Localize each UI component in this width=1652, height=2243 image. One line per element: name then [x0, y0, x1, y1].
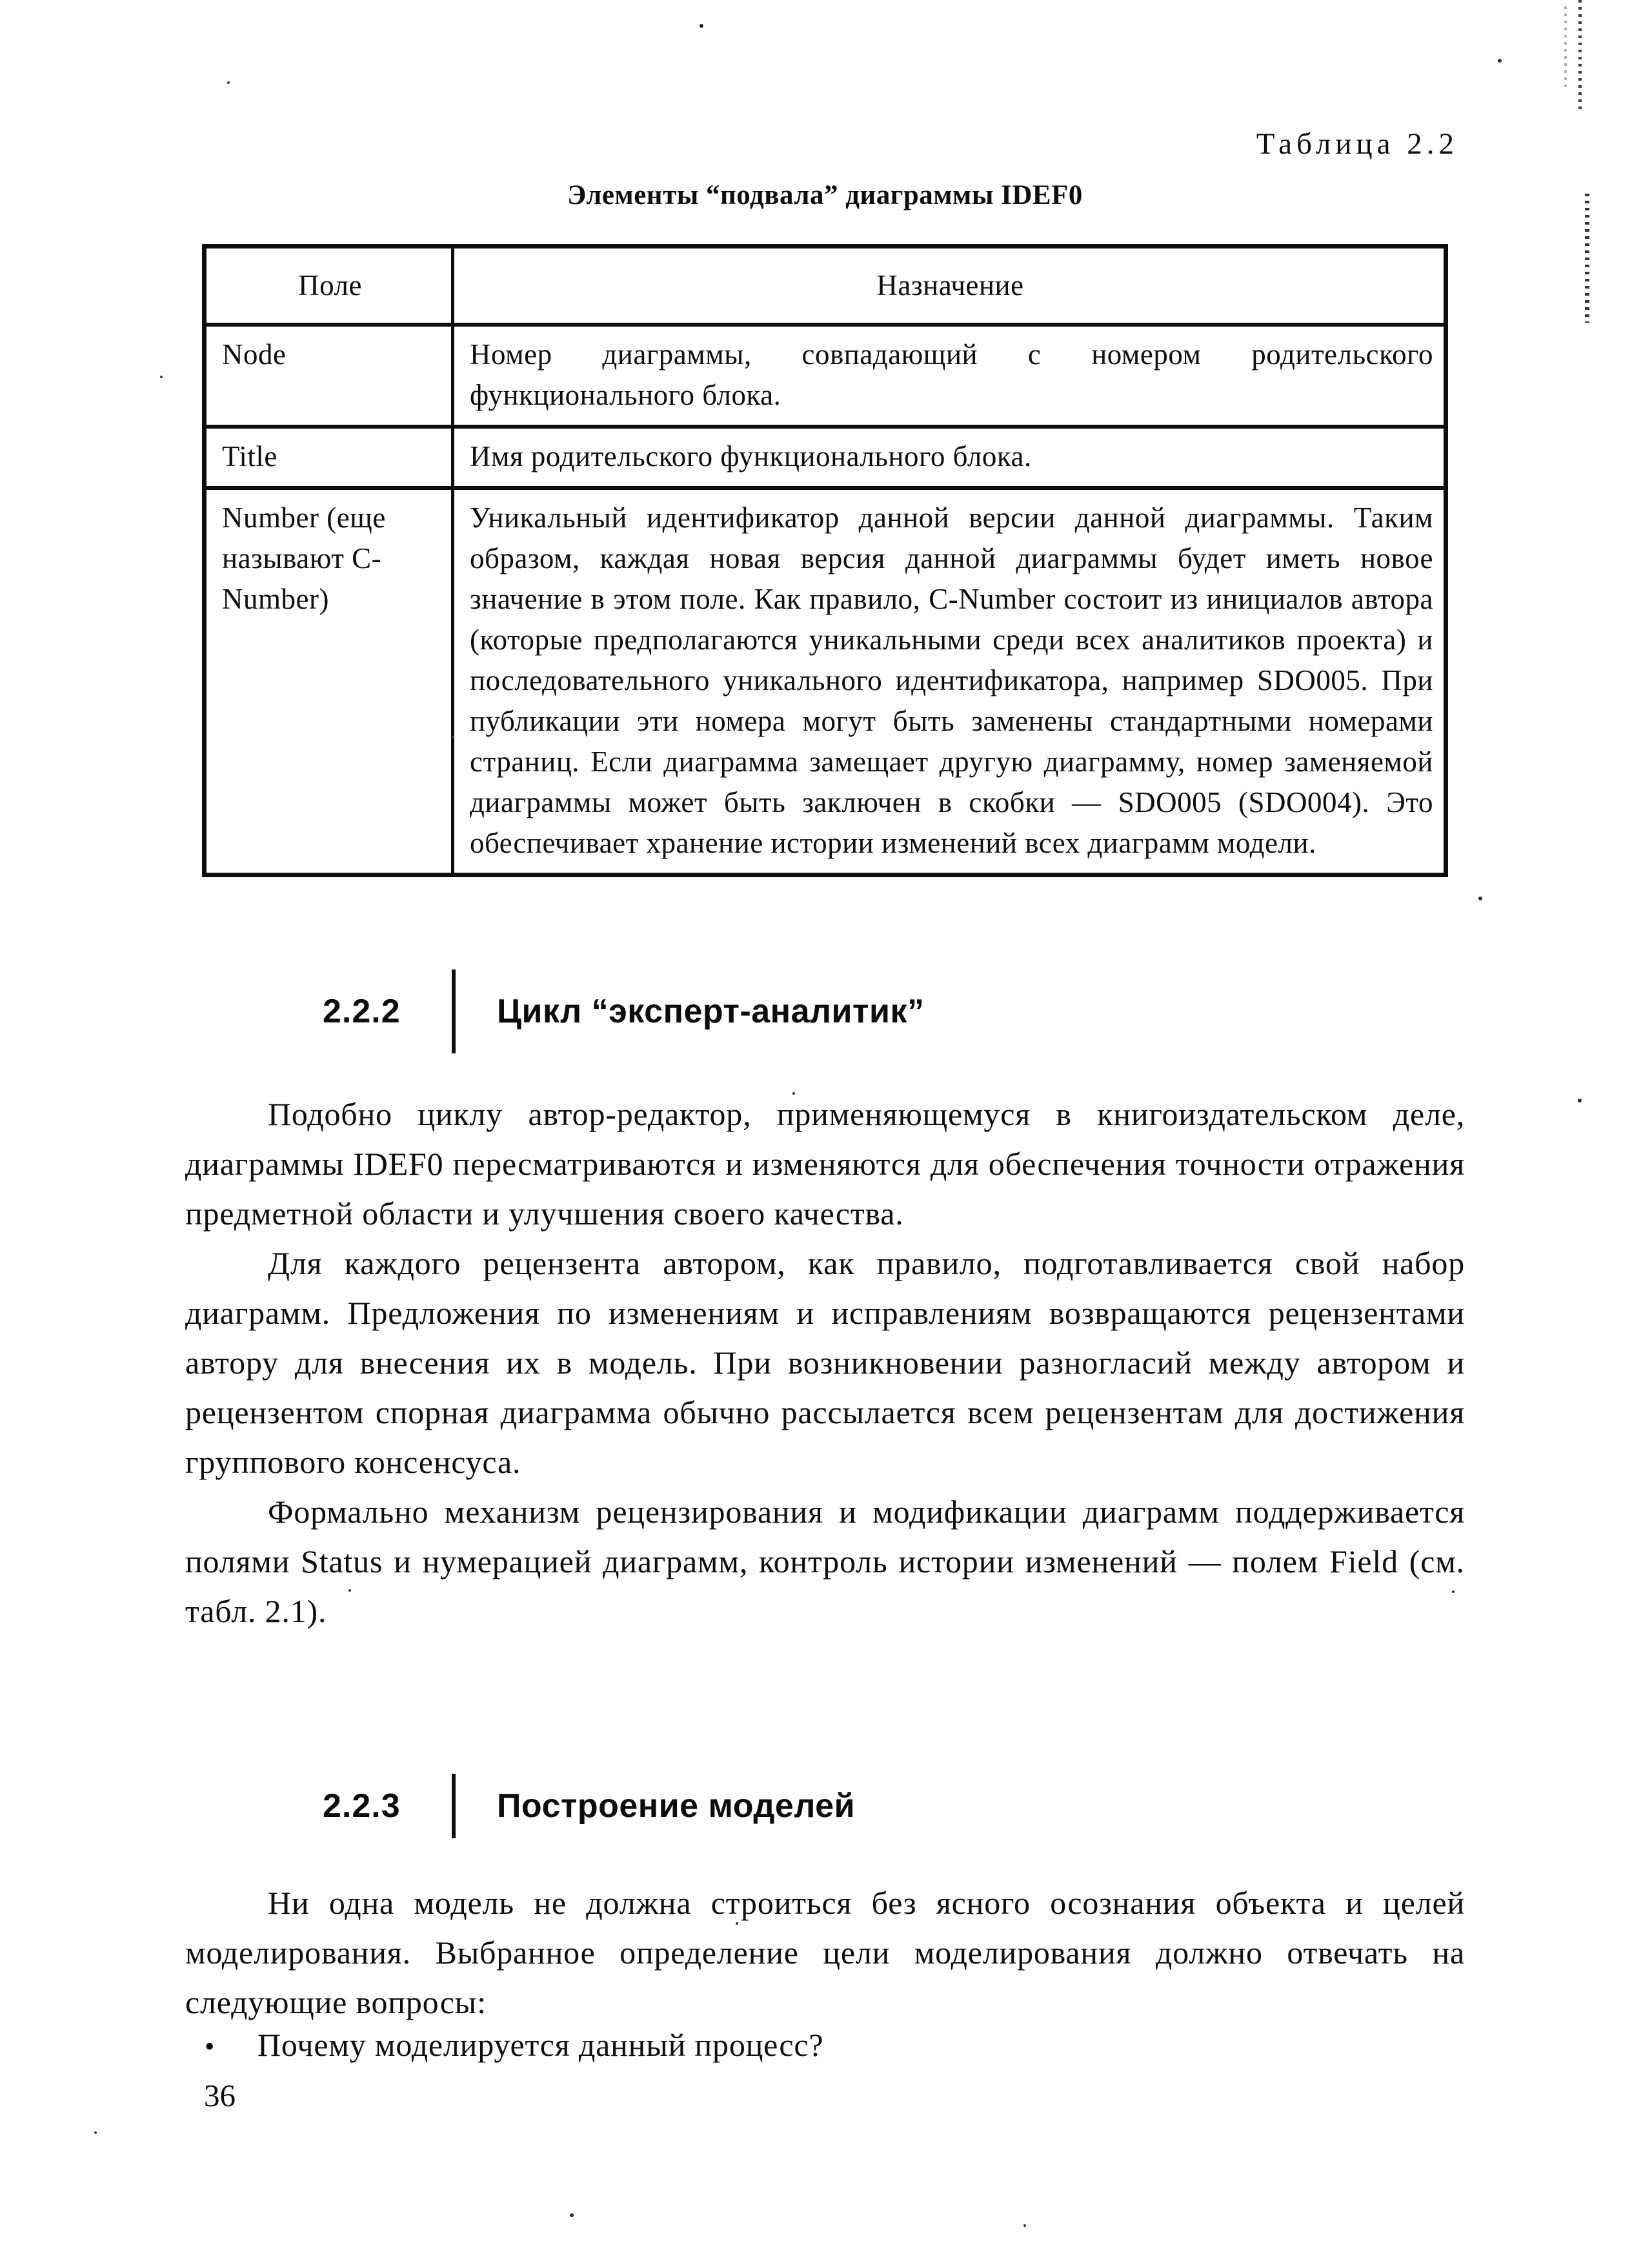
column-header-purpose: Назначение	[453, 247, 1446, 325]
purpose-cell: Номер диаграммы, совпадающий с номером родительского функционального блока.	[453, 325, 1446, 427]
field-cell: Number (еще называют C-Number)	[205, 488, 453, 875]
scan-streak	[1585, 194, 1589, 323]
section-number: 2.2.2	[323, 993, 401, 1030]
table-row	[205, 325, 1446, 427]
bullet-list-item	[185, 2020, 1465, 2071]
table-title: Элементы “подвала” диаграммы IDEF0	[567, 180, 1083, 210]
table-row	[205, 427, 1446, 488]
paragraph: Ни одна модель не должна строиться без ясного осознания объекта и целей моделирования. Выбранное определение цели моделирования должно отвечать на следующие вопросы:	[185, 1885, 1465, 2020]
section-number: 2.2.3	[323, 1787, 401, 1825]
paragraph: Для каждого рецензента автором, как правило, подготавливается свой набор диаграмм. Предложения по изменениям и исправлениям возвращаются рецензентами автору для внесения их в модель. При возникновении разногласий между автором и рецензентом спорная диаграмма обычно рассылается всем рецензентам для достижения группового консенсуса.	[185, 1245, 1465, 1480]
purpose-cell: Имя родительского функционального блока.	[453, 427, 1446, 488]
purpose-cell: Уникальный идентификатор данной версии данной диаграммы. Таким образом, каждая новая версия данной диаграммы будет иметь новое значение в этом поле. Как правило, C-Number состоит из инициалов автора (которые предполагаются уникальными среди всех аналитиков проекта) и последовательного уникального идентификатора, например SDO005. При публикации эти номера могут быть заменены стандартными номерами страниц. Если диаграмма замещает другую диаграмму, номер заменяемой диаграммы может быть заключен в скобки — SDO005 (SDO004). Это обеспечивает хранение истории изменений всех диаграмм модели.	[453, 488, 1446, 875]
section-2-2-3-body	[185, 1878, 1465, 2027]
scan-streak	[1578, 0, 1582, 113]
scan-streak	[1564, 6, 1567, 90]
bullet-text: Почему моделируется данный процесс?	[257, 2027, 824, 2063]
paragraph: Подобно циклу автор-редактор, применяющемуся в книгоиздательском деле, диаграммы IDEF0 пересматриваются и изменяются для обеспечения точности отражения предметной области и улучшения своего качества.	[185, 1096, 1465, 1232]
field-cell: Title	[205, 427, 453, 488]
table-caption: Таблица 2.2	[1256, 127, 1458, 161]
section-title: Построение моделей	[497, 1787, 856, 1825]
field-cell: Node	[205, 325, 453, 427]
section-2-2-2-body	[185, 1090, 1465, 1636]
section-title: Цикл “эксперт-аналитик”	[497, 993, 925, 1030]
column-header-field: Поле	[205, 247, 453, 325]
scan-specks	[0, 0, 3, 3]
bullet-dot-icon: •	[205, 2031, 216, 2062]
table-header-row	[205, 247, 1446, 325]
table-row	[205, 488, 1446, 875]
page-number: 36	[204, 2078, 236, 2113]
section-heading-2-2-3	[323, 1774, 855, 1838]
idef0-footer-table	[202, 244, 1448, 877]
section-heading-2-2-2	[323, 969, 924, 1053]
paragraph: Формально механизм рецензирования и модификации диаграмм поддерживается полями Status и нумерацией диаграмм, контроль истории изменений — полем Field (см. табл. 2.1).	[185, 1494, 1465, 1629]
